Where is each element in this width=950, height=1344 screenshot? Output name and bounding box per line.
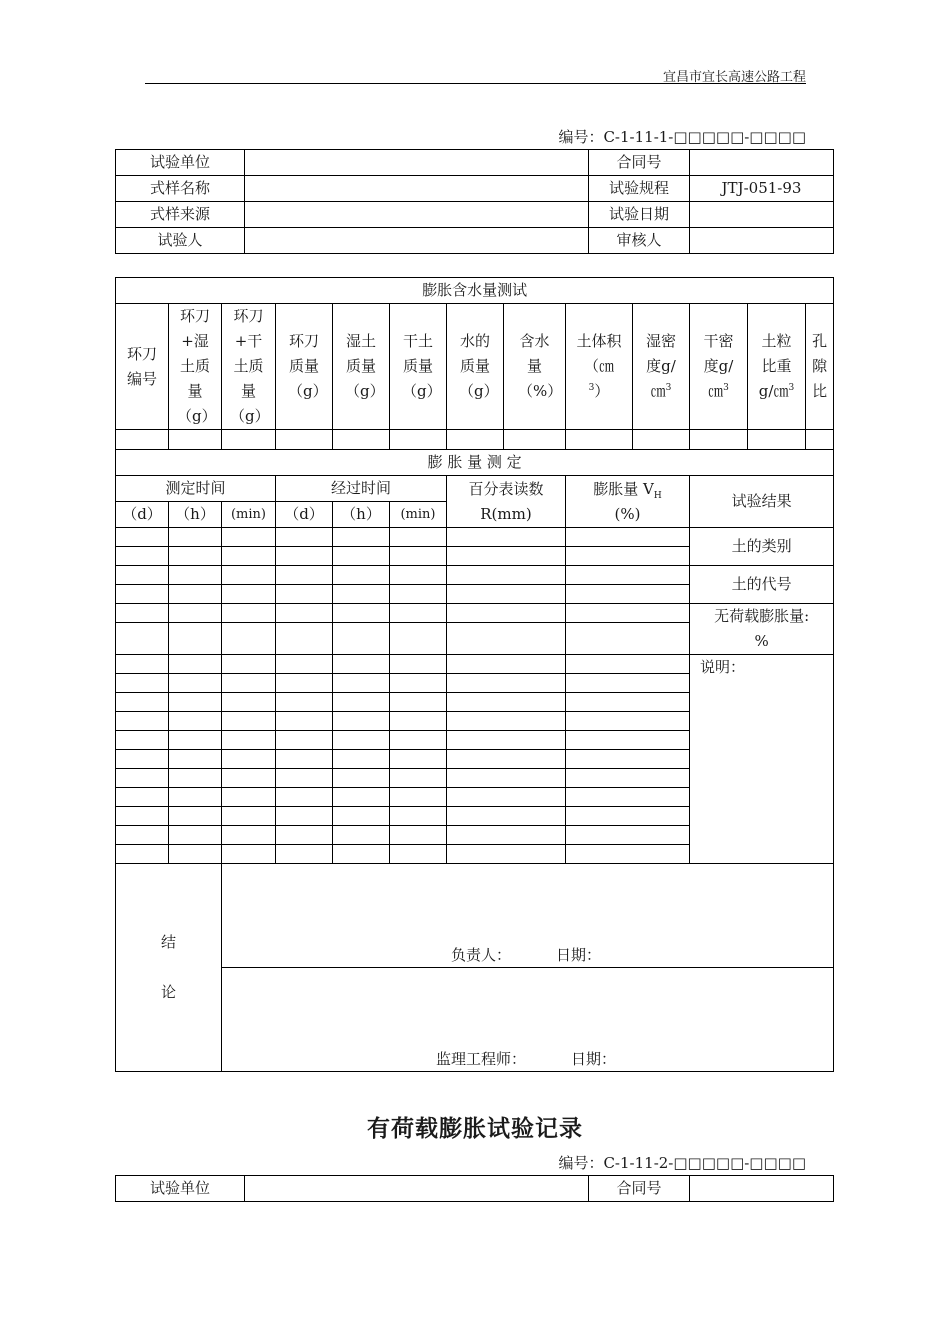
swell-cell[interactable] xyxy=(276,655,333,674)
swell-cell[interactable] xyxy=(169,731,222,750)
no-load-label: 无荷载膨胀量: xyxy=(714,607,810,625)
col-dry-density-text: 干密度g/㎝ xyxy=(703,332,734,400)
swell-cell[interactable] xyxy=(333,623,390,655)
supervisor-date-label: 日期： xyxy=(571,1050,617,1068)
moisture-cell[interactable] xyxy=(116,430,169,450)
swell-cell[interactable] xyxy=(116,788,169,807)
col-ring-wet: 环刀+湿土质量（g） xyxy=(169,304,222,430)
col-wet-mass: 湿土质量（g） xyxy=(333,304,390,430)
unit-min-2: (min) xyxy=(390,502,447,528)
moisture-cell[interactable] xyxy=(222,430,276,450)
swell-cell[interactable] xyxy=(447,693,566,712)
col-dry-mass: 干土质量（g） xyxy=(390,304,447,430)
swell-cell[interactable] xyxy=(169,547,222,566)
swell-cell[interactable] xyxy=(390,528,447,547)
col-volume-text: 土体积（㎝ xyxy=(576,332,622,375)
swell-cell[interactable] xyxy=(566,788,690,807)
swell-cell[interactable] xyxy=(222,750,276,769)
swell-cell[interactable] xyxy=(447,585,566,604)
swell-cell[interactable] xyxy=(116,566,169,585)
swell-cell[interactable] xyxy=(390,769,447,788)
swell-cell[interactable] xyxy=(169,693,222,712)
col-dry-density-sup: 3 xyxy=(723,383,729,393)
swell-cell[interactable] xyxy=(566,566,690,585)
swell-cell[interactable] xyxy=(566,585,690,604)
moisture-cell[interactable] xyxy=(276,430,333,450)
contract-label: 合同号 xyxy=(589,150,690,176)
spec-label: 试验规程 xyxy=(589,176,690,202)
swell-cell[interactable] xyxy=(276,826,333,845)
swell-cell[interactable] xyxy=(169,750,222,769)
elapsed-time-header: 经过时间 xyxy=(276,476,447,502)
swell-label-sub: H xyxy=(653,490,662,501)
swell-cell[interactable] xyxy=(222,674,276,693)
swell-cell[interactable] xyxy=(390,845,447,864)
swell-cell[interactable] xyxy=(566,693,690,712)
moisture-cell[interactable] xyxy=(390,430,447,450)
sample-name-label: 式样名称 xyxy=(116,176,245,202)
swell-cell[interactable] xyxy=(169,604,222,623)
swell-cell[interactable] xyxy=(333,769,390,788)
date-field[interactable] xyxy=(690,202,834,228)
swell-cell[interactable] xyxy=(566,623,690,655)
swell-cell[interactable] xyxy=(276,566,333,585)
conclusion-label-2: 论 xyxy=(160,983,176,1001)
unit-min: (min) xyxy=(222,502,276,528)
col-volume-sup: 3 xyxy=(588,383,595,393)
col-dry-density xyxy=(690,304,748,430)
swell-cell[interactable] xyxy=(222,788,276,807)
swell-cell[interactable] xyxy=(447,655,566,674)
swell-cell[interactable] xyxy=(390,788,447,807)
swell-cell[interactable] xyxy=(276,807,333,826)
swell-cell[interactable] xyxy=(390,731,447,750)
unit-label: 试验单位 xyxy=(116,150,245,176)
swell-cell[interactable] xyxy=(116,731,169,750)
col-ring-no: 环刀编号 xyxy=(116,304,169,430)
form2-contract-label: 合同号 xyxy=(589,1176,690,1202)
swell-cell[interactable] xyxy=(333,547,390,566)
swell-cell[interactable] xyxy=(333,655,390,674)
swell-cell[interactable] xyxy=(333,566,390,585)
swell-cell[interactable] xyxy=(276,845,333,864)
swell-cell[interactable] xyxy=(447,845,566,864)
swell-cell[interactable] xyxy=(276,604,333,623)
reviewer-label: 审核人 xyxy=(589,228,690,254)
col-volume xyxy=(566,304,633,430)
swell-cell[interactable] xyxy=(447,826,566,845)
swell-cell[interactable] xyxy=(222,528,276,547)
swell-cell[interactable] xyxy=(116,826,169,845)
unit-day-2: （d） xyxy=(276,502,333,528)
swell-cell[interactable] xyxy=(116,623,169,655)
note-label: 说明： xyxy=(700,658,746,676)
swell-cell[interactable] xyxy=(390,623,447,655)
swell-cell[interactable] xyxy=(276,674,333,693)
swell-cell[interactable] xyxy=(333,712,390,731)
col-ring-mass: 环刀质量（g） xyxy=(276,304,333,430)
col-wet-density xyxy=(633,304,690,430)
swell-cell[interactable] xyxy=(116,750,169,769)
swell-cell[interactable] xyxy=(116,585,169,604)
spec-field[interactable]: JTJ-051-93 xyxy=(690,176,834,202)
swell-cell[interactable] xyxy=(116,655,169,674)
swell-cell[interactable] xyxy=(222,769,276,788)
unit-day: （d） xyxy=(116,502,169,528)
swell-cell[interactable] xyxy=(276,528,333,547)
swell-cell[interactable] xyxy=(116,845,169,864)
swell-cell[interactable] xyxy=(447,604,566,623)
col-moisture: 含水量（%） xyxy=(504,304,566,430)
swell-test-table xyxy=(115,277,834,1072)
moisture-title: 膨胀含水量测试 xyxy=(116,278,834,304)
swell-cell[interactable] xyxy=(116,674,169,693)
col-water-mass: 水的质量（g） xyxy=(447,304,504,430)
swell-cell[interactable] xyxy=(169,788,222,807)
project-name: 宜昌市宜长高速公路工程 xyxy=(662,70,806,85)
col-specific-gravity-text: 土粒比重g/㎝ xyxy=(758,332,792,400)
no-load-unit: % xyxy=(754,632,769,650)
swell-cell[interactable] xyxy=(333,807,390,826)
moisture-cell[interactable] xyxy=(447,430,504,450)
swell-cell[interactable] xyxy=(390,547,447,566)
swell-cell[interactable] xyxy=(116,547,169,566)
swell-unit: (%) xyxy=(614,504,641,523)
swell-cell[interactable] xyxy=(169,528,222,547)
supervisor-content[interactable] xyxy=(222,968,834,1072)
form-code: 编号：C-1-11-1-□□□□□-□□□□ xyxy=(558,128,806,146)
swell-cell[interactable] xyxy=(333,788,390,807)
tester-field[interactable] xyxy=(245,228,589,254)
swell-title: 膨 胀 量 测 定 xyxy=(116,450,834,476)
conclusion-label-1: 结 xyxy=(160,933,176,951)
col-void-ratio: 孔隙比 xyxy=(806,304,834,430)
sample-name-field[interactable] xyxy=(245,176,589,202)
swell-cell[interactable] xyxy=(169,826,222,845)
unit-hour: （h） xyxy=(169,502,222,528)
supervisor-label: 监理工程师： xyxy=(436,1050,527,1068)
swell-cell[interactable] xyxy=(566,674,690,693)
swell-cell[interactable] xyxy=(390,655,447,674)
swell-cell[interactable] xyxy=(276,769,333,788)
swell-cell[interactable] xyxy=(116,693,169,712)
swell-cell[interactable] xyxy=(390,674,447,693)
swell-cell[interactable] xyxy=(333,750,390,769)
swell-cell[interactable] xyxy=(333,731,390,750)
swell-cell[interactable] xyxy=(116,769,169,788)
dial-header xyxy=(447,476,566,528)
swell-cell[interactable] xyxy=(169,623,222,655)
swell-cell[interactable] xyxy=(390,604,447,623)
col-volume-end: ） xyxy=(594,382,610,400)
moisture-cell[interactable] xyxy=(633,430,690,450)
conclusion-label xyxy=(116,864,222,1072)
swell-cell[interactable] xyxy=(333,604,390,623)
info-table xyxy=(115,149,834,254)
dial-unit: R(mm) xyxy=(480,504,532,523)
swell-cell[interactable] xyxy=(333,528,390,547)
swell-cell[interactable] xyxy=(566,845,690,864)
swell-cell[interactable] xyxy=(116,712,169,731)
swell-cell[interactable] xyxy=(566,655,690,674)
swell-cell[interactable] xyxy=(222,604,276,623)
soil-code-cell: 土的代号 xyxy=(690,566,834,604)
form2-code: 编号：C-1-11-2-□□□□□-□□□□ xyxy=(558,1154,806,1172)
swell-cell[interactable] xyxy=(222,807,276,826)
swell-cell[interactable] xyxy=(276,547,333,566)
swell-cell[interactable] xyxy=(447,528,566,547)
swell-cell[interactable] xyxy=(390,693,447,712)
swell-cell[interactable] xyxy=(169,655,222,674)
swell-cell[interactable] xyxy=(447,788,566,807)
swell-cell[interactable] xyxy=(276,712,333,731)
col-specific-gravity xyxy=(748,304,806,430)
swell-cell[interactable] xyxy=(222,623,276,655)
swell-cell[interactable] xyxy=(222,826,276,845)
form2-info-table xyxy=(115,1175,834,1202)
swell-label: 膨胀量 V xyxy=(593,479,654,498)
swell-cell[interactable] xyxy=(447,807,566,826)
swell-cell[interactable] xyxy=(447,712,566,731)
swell-cell[interactable] xyxy=(333,845,390,864)
swell-cell[interactable] xyxy=(447,674,566,693)
swell-cell[interactable] xyxy=(390,807,447,826)
date-label: 试验日期 xyxy=(589,202,690,228)
unit-field[interactable] xyxy=(245,150,589,176)
swell-cell[interactable] xyxy=(116,528,169,547)
form2-unit-field[interactable] xyxy=(245,1176,589,1202)
dial-label: 百分表读数 xyxy=(468,479,544,498)
col-ring-dry: 环刀+干土质量（g） xyxy=(222,304,276,430)
swell-cell[interactable] xyxy=(333,693,390,712)
measure-time-header: 测定时间 xyxy=(116,476,276,502)
swell-cell[interactable] xyxy=(169,807,222,826)
conclusion-content[interactable] xyxy=(222,864,834,968)
swell-cell[interactable] xyxy=(222,547,276,566)
swell-cell[interactable] xyxy=(116,807,169,826)
moisture-cell[interactable] xyxy=(690,430,748,450)
swell-cell[interactable] xyxy=(566,712,690,731)
swell-cell[interactable] xyxy=(566,731,690,750)
swell-cell[interactable] xyxy=(447,750,566,769)
form2-contract-field[interactable] xyxy=(690,1176,834,1202)
swell-cell[interactable] xyxy=(276,585,333,604)
swell-cell[interactable] xyxy=(390,585,447,604)
header-rule xyxy=(145,83,806,84)
swell-cell[interactable] xyxy=(566,547,690,566)
swell-cell[interactable] xyxy=(276,731,333,750)
swell-cell[interactable] xyxy=(222,655,276,674)
swell-cell[interactable] xyxy=(222,712,276,731)
swell-cell[interactable] xyxy=(276,788,333,807)
swell-cell[interactable] xyxy=(447,547,566,566)
swell-cell[interactable] xyxy=(116,604,169,623)
swell-cell[interactable] xyxy=(222,693,276,712)
contract-field[interactable] xyxy=(690,150,834,176)
swell-cell[interactable] xyxy=(276,750,333,769)
swell-cell[interactable] xyxy=(333,585,390,604)
swell-cell[interactable] xyxy=(390,566,447,585)
result-header: 试验结果 xyxy=(690,476,834,528)
no-load-swell-cell xyxy=(690,604,834,655)
moisture-cell[interactable] xyxy=(504,430,566,450)
swell-cell[interactable] xyxy=(447,731,566,750)
responsible-label: 负责人： xyxy=(451,946,512,964)
swell-cell[interactable] xyxy=(566,528,690,547)
col-specific-gravity-sup: 3 xyxy=(788,383,795,393)
moisture-cell[interactable] xyxy=(748,430,806,450)
swell-cell[interactable] xyxy=(169,845,222,864)
source-field[interactable] xyxy=(245,202,589,228)
responsible-date-label: 日期： xyxy=(556,946,602,964)
swell-cell[interactable] xyxy=(566,604,690,623)
col-wet-density-text: 湿密度g/㎝ xyxy=(645,332,676,400)
col-wet-density-sup: 3 xyxy=(665,383,672,393)
swell-cell[interactable] xyxy=(276,623,333,655)
swell-cell[interactable] xyxy=(333,674,390,693)
swell-cell[interactable] xyxy=(566,769,690,788)
swell-cell[interactable] xyxy=(390,712,447,731)
unit-hour-2: （h） xyxy=(333,502,390,528)
swell-cell[interactable] xyxy=(390,750,447,769)
source-label: 式样来源 xyxy=(116,202,245,228)
swell-header xyxy=(566,476,690,528)
swell-cell[interactable] xyxy=(447,769,566,788)
swell-cell[interactable] xyxy=(276,693,333,712)
moisture-cell[interactable] xyxy=(806,430,834,450)
swell-cell[interactable] xyxy=(222,566,276,585)
form2-unit-label: 试验单位 xyxy=(116,1176,245,1202)
swell-cell[interactable] xyxy=(169,566,222,585)
swell-cell[interactable] xyxy=(222,731,276,750)
swell-cell[interactable] xyxy=(566,826,690,845)
swell-cell[interactable] xyxy=(222,845,276,864)
swell-cell[interactable] xyxy=(169,585,222,604)
swell-cell[interactable] xyxy=(447,566,566,585)
moisture-cell[interactable] xyxy=(566,430,633,450)
swell-cell[interactable] xyxy=(333,826,390,845)
swell-cell[interactable] xyxy=(169,769,222,788)
soil-type-cell: 土的类别 xyxy=(690,528,834,566)
note-cell[interactable] xyxy=(690,655,834,864)
swell-cell[interactable] xyxy=(222,585,276,604)
swell-cell[interactable] xyxy=(169,712,222,731)
swell-cell[interactable] xyxy=(566,807,690,826)
swell-cell[interactable] xyxy=(566,750,690,769)
tester-label: 试验人 xyxy=(116,228,245,254)
form2-title: 有荷载膨胀试验记录 xyxy=(367,1115,583,1142)
reviewer-field[interactable] xyxy=(690,228,834,254)
moisture-cell[interactable] xyxy=(169,430,222,450)
swell-cell[interactable] xyxy=(169,674,222,693)
swell-cell[interactable] xyxy=(390,826,447,845)
swell-cell[interactable] xyxy=(447,623,566,655)
moisture-cell[interactable] xyxy=(333,430,390,450)
